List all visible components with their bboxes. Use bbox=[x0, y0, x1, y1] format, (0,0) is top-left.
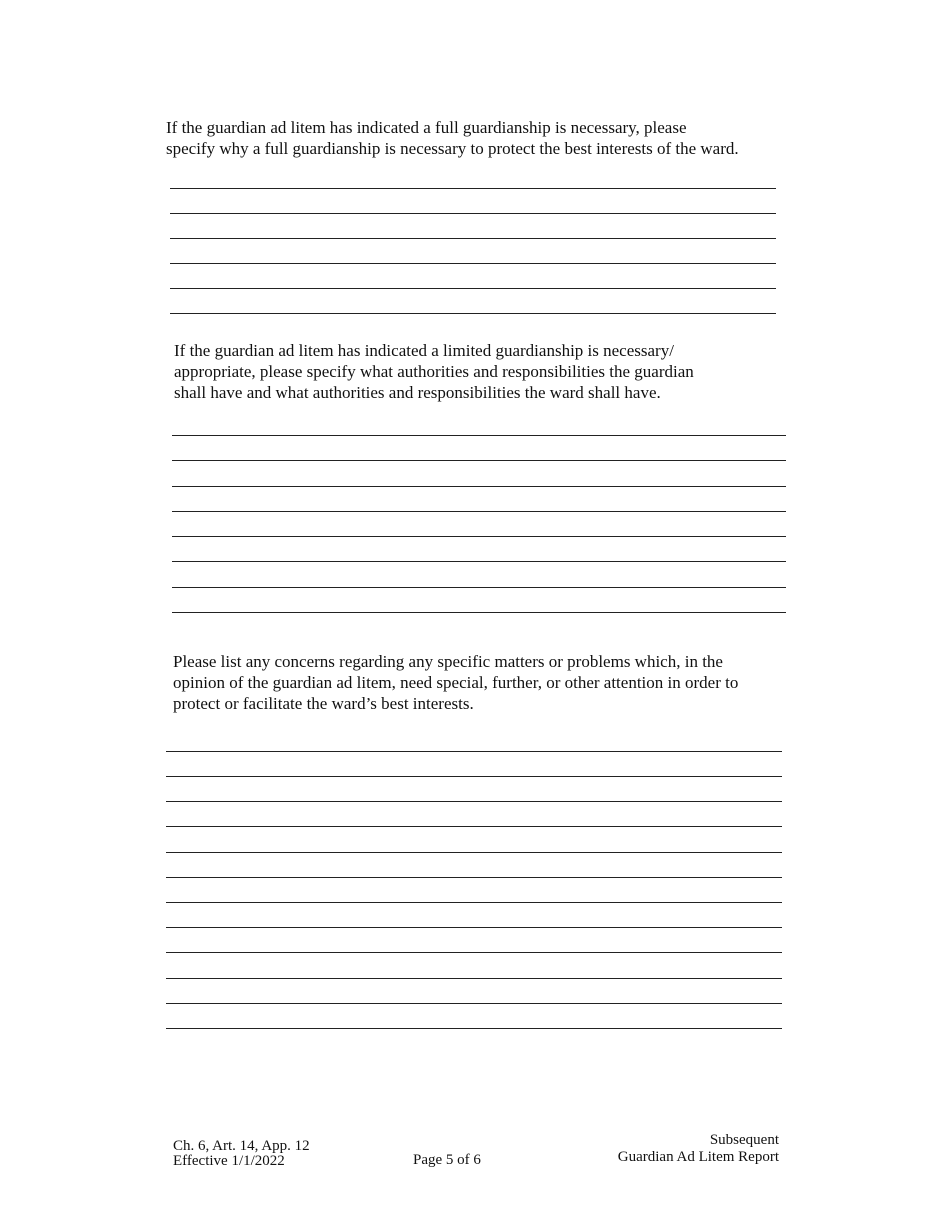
answer-line[interactable] bbox=[166, 852, 782, 853]
answer-line[interactable] bbox=[166, 902, 782, 903]
footer-report-line1: Subsequent bbox=[709, 1132, 779, 1148]
answer-line[interactable] bbox=[170, 313, 776, 314]
footer-chapter: Ch. 6, Art. 14, App. 12 bbox=[173, 1138, 310, 1154]
answer-line[interactable] bbox=[166, 927, 782, 928]
answer-line[interactable] bbox=[172, 561, 786, 562]
limited-guardianship-prompt bbox=[174, 340, 694, 403]
answer-line[interactable] bbox=[166, 776, 782, 777]
answer-line[interactable] bbox=[170, 238, 776, 239]
prompt-line: protect or facilitate the ward’s best interests. bbox=[173, 694, 474, 713]
full-guardianship-prompt bbox=[166, 117, 739, 159]
footer-effective-date: Effective 1/1/2022 bbox=[173, 1153, 285, 1169]
answer-line[interactable] bbox=[166, 1003, 782, 1004]
answer-line[interactable] bbox=[172, 486, 786, 487]
answer-line[interactable] bbox=[172, 460, 786, 461]
answer-line[interactable] bbox=[166, 877, 782, 878]
page-number bbox=[413, 1153, 481, 1168]
answer-line[interactable] bbox=[166, 952, 782, 953]
answer-line[interactable] bbox=[172, 536, 786, 537]
prompt-line: opinion of the guardian ad litem, need special, further, or other attention in order to bbox=[173, 673, 739, 692]
answer-line[interactable] bbox=[166, 801, 782, 802]
footer-report-title bbox=[618, 1132, 779, 1166]
footer-report-line2: Guardian Ad Litem Report bbox=[617, 1149, 779, 1165]
answer-line[interactable] bbox=[170, 213, 776, 214]
answer-line[interactable] bbox=[172, 435, 786, 436]
prompt-line: Please list any concerns regarding any specific matters or problems which, in the bbox=[173, 652, 723, 671]
prompt-line: appropriate, please specify what authorities and responsibilities the guardian bbox=[174, 362, 694, 381]
answer-line[interactable] bbox=[166, 826, 782, 827]
answer-line[interactable] bbox=[172, 511, 786, 512]
answer-line[interactable] bbox=[166, 751, 782, 752]
concerns-prompt bbox=[173, 651, 738, 714]
answer-line[interactable] bbox=[172, 612, 786, 613]
prompt-line: shall have and what authorities and responsibilities the ward shall have. bbox=[174, 383, 661, 402]
answer-line[interactable] bbox=[166, 1028, 782, 1029]
answer-line[interactable] bbox=[172, 587, 786, 588]
prompt-line: If the guardian ad litem has indicated a limited guardianship is necessary/ bbox=[174, 341, 674, 360]
prompt-line: specify why a full guardianship is necessary to protect the best interests of the ward. bbox=[166, 139, 739, 158]
answer-line[interactable] bbox=[170, 263, 776, 264]
prompt-line: If the guardian ad litem has indicated a full guardianship is necessary, please bbox=[166, 118, 687, 137]
answer-line[interactable] bbox=[170, 188, 776, 189]
answer-line[interactable] bbox=[166, 978, 782, 979]
page-number-text: Page 5 of 6 bbox=[413, 1152, 481, 1168]
footer-citation bbox=[173, 1139, 310, 1169]
answer-line[interactable] bbox=[170, 288, 776, 289]
